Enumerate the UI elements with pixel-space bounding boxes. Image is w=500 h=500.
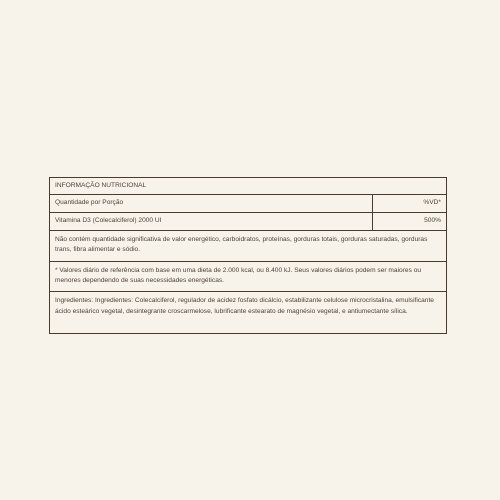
vitamin-vd-cell [373, 213, 446, 230]
table-title: INFORMAÇÃO NUTRICIONAL [55, 181, 147, 189]
vitamin-vd-value: 500% [424, 217, 441, 225]
no-significant-text: Não contém quantidade significativa de valor energético, carboidratos, proteínas, gorduras totais, gorduras saturadas, gorduras trans, fibra alimentar e sódio. [55, 236, 428, 254]
vd-header-label: %VD* [423, 199, 441, 207]
nutrition-facts-table [49, 177, 447, 334]
no-significant-row [50, 231, 446, 262]
footnote-row [50, 262, 446, 292]
vitamin-name-cell [50, 213, 373, 230]
vitamin-name: Vitamina D3 (Colecalciferol) 2000 UI [55, 217, 162, 225]
portion-cell [50, 195, 373, 212]
portion-row [50, 195, 446, 213]
vd-header-cell [373, 195, 446, 212]
vitamin-row [50, 213, 446, 231]
ingredients-text: Ingredientes: Ingredientes: Colecalciferol, regulador de acidez fosfato dicálcio, estabilizante celulose microcristalina, emulsificante ácido esteárico vegetal, desintegrante croscarmelose, lubrificante estearato de magnésio vegetal, e antiumectante sílica. [55, 297, 434, 315]
portion-label: Quantidade por Porção [55, 199, 124, 207]
ingredients-row [50, 292, 446, 333]
table-header-row [50, 178, 446, 195]
footnote-text: * Valores diário de referência com base em uma dieta de 2.000 kcal, ou 8.400 kJ. Seus valores diários podem ser maiores ou menores dependendo de suas necessidades energéticas. [55, 267, 422, 285]
